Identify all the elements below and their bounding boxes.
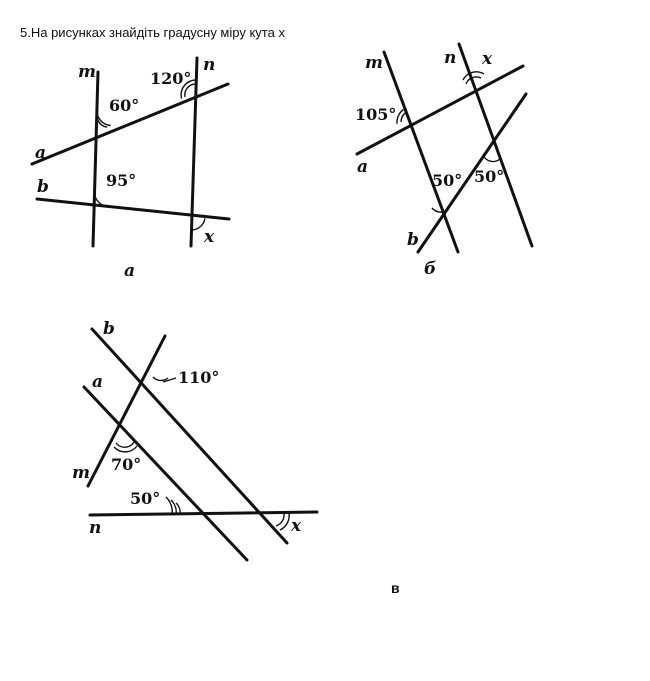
angle-110-arc [153, 377, 168, 380]
line-m [384, 52, 458, 252]
label-a: a [92, 372, 104, 392]
angle-x-arc [463, 72, 484, 80]
angle-50-right-arc [483, 155, 500, 161]
figure-a [32, 55, 229, 281]
angle-110-label: 110° [178, 368, 220, 387]
angle-70-label: 70° [111, 455, 142, 474]
angle-50-label: 50° [130, 489, 161, 508]
label-m: m [78, 62, 96, 82]
line-b [92, 329, 287, 543]
angle-95-label: 95° [106, 171, 137, 190]
line-b [37, 199, 229, 219]
angle-70-arc [116, 442, 134, 447]
label-n: n [203, 55, 216, 75]
label-m: m [72, 463, 90, 483]
figure-b [355, 44, 532, 279]
line-n [90, 512, 317, 515]
angle-105-label: 105° [355, 105, 397, 124]
angle-50-right-label: 50° [474, 167, 505, 186]
label-n: n [444, 48, 457, 68]
angle-x-arc [276, 513, 284, 526]
line-n [459, 44, 532, 246]
label-a: a [357, 157, 369, 177]
line-m [93, 72, 98, 246]
angle-x-label: x [291, 516, 302, 536]
label-a: a [35, 143, 47, 163]
angle-60-label: 60° [109, 96, 140, 115]
angle-x-label: x [482, 49, 493, 69]
label-b: b [103, 319, 115, 339]
task-title: 5.На рисунках знайдіть градусну міру кута х [20, 25, 285, 40]
angle-120-label: 120° [150, 69, 192, 88]
figure-caption: б [424, 259, 437, 279]
figure-c [72, 319, 400, 596]
label-b: b [37, 177, 49, 197]
line-n [191, 58, 197, 246]
label-n: n [89, 518, 102, 538]
label-b: b [407, 230, 419, 250]
angle-x-label: x [204, 227, 215, 247]
figure-caption: а [124, 261, 136, 281]
figure-caption: в [391, 580, 400, 596]
label-m: m [365, 53, 383, 73]
angle-50-left-label: 50° [432, 171, 463, 190]
